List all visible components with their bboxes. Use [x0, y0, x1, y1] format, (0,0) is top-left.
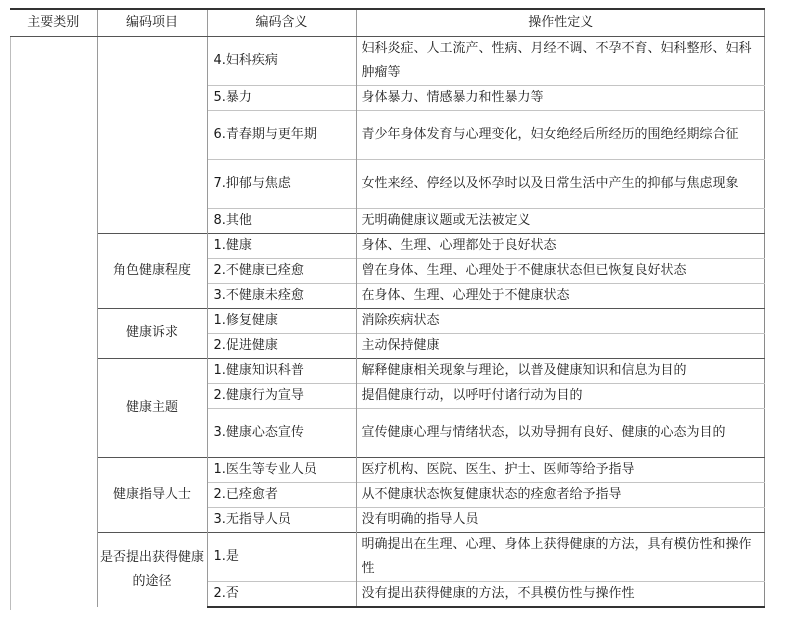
operational-definition-cell: 身体暴力、情感暴力和性暴力等 — [356, 85, 765, 110]
operational-definition-cell: 宣传健康心理与情绪状态，以劝导拥有良好、健康的心态为目的 — [356, 408, 765, 457]
coding-scheme-table — [10, 8, 765, 608]
coding-meaning-cell: 3.无指导人员 — [207, 507, 356, 532]
operational-definition-cell: 提倡健康行动，以呼吁付诸行动为目的 — [356, 383, 765, 408]
operational-definition-cell: 青少年身体发育与心理变化，妇女绝经后所经历的围绝经期综合征 — [356, 110, 765, 159]
coding-meaning-cell: 1.健康 — [207, 233, 356, 258]
operational-definition-cell: 没有明确的指导人员 — [356, 507, 765, 532]
operational-definition-cell: 消除疾病状态 — [356, 308, 765, 333]
coding-meaning-cell: 2.健康行为宣导 — [207, 383, 356, 408]
table-row — [10, 36, 765, 85]
coding-meaning-cell: 2.促进健康 — [207, 333, 356, 358]
operational-definition-cell: 从不健康状态恢复健康状态的痊愈者给予指导 — [356, 482, 765, 507]
coding-meaning-cell: 6.青春期与更年期 — [207, 110, 356, 159]
coding-item-cell: 健康指导人士 — [97, 457, 207, 532]
coding-item-cell: 健康主题 — [97, 358, 207, 457]
table-body — [10, 36, 765, 607]
table-row — [10, 233, 765, 258]
table-row — [10, 308, 765, 333]
coding-item-cell: 是否提出获得健康的途径 — [97, 532, 207, 607]
coding-meaning-cell: 1.健康知识科普 — [207, 358, 356, 383]
operational-definition-cell: 妇科炎症、人工流产、性病、月经不调、不孕不育、妇科整形、妇科肿瘤等 — [361, 40, 752, 80]
table-row — [10, 532, 765, 581]
operational-definition-cell: 无明确健康议题或无法被定义 — [356, 208, 765, 233]
table-header-row — [10, 9, 765, 36]
table-row — [10, 358, 765, 383]
operational-definition-cell: 身体、生理、心理都处于良好状态 — [356, 233, 765, 258]
coding-meaning-cell: 1.是 — [207, 532, 356, 581]
operational-definition-cell: 曾在身体、生理、心理处于不健康状态但已恢复良好状态 — [356, 258, 765, 283]
coding-meaning-cell: 5.暴力 — [207, 85, 356, 110]
coding-meaning-cell: 2.否 — [207, 581, 356, 607]
operational-definition-cell: 女性来经、停经以及怀孕时以及日常生活中产生的抑郁与焦虑现象 — [356, 159, 765, 208]
operational-definition-cell: 主动保持健康 — [356, 333, 765, 358]
coding-meaning-cell: 3.不健康未痊愈 — [207, 283, 356, 308]
header-coding-item: 编码项目 — [97, 9, 207, 36]
operational-definition-cell: 没有提出获得健康的方法，不具模仿性与操作性 — [356, 581, 765, 607]
coding-meaning-cell: 2.不健康已痊愈 — [207, 258, 356, 283]
coding-meaning-cell: 3.健康心态宣传 — [207, 408, 356, 457]
header-operational-definition: 操作性定义 — [356, 9, 765, 36]
header-main-category: 主要类别 — [10, 9, 97, 36]
operational-definition-cell: 在身体、生理、心理处于不健康状态 — [356, 283, 765, 308]
coding-meaning-cell: 2.已痊愈者 — [207, 482, 356, 507]
coding-meaning-cell: 1.修复健康 — [207, 308, 356, 333]
main-category-cell — [10, 36, 97, 607]
coding-meaning-cell: 4.妇科疾病 — [207, 36, 356, 85]
operational-definition-cell: 明确提出在生理、心理、身体上获得健康的方法，具有模仿性和操作性 — [356, 532, 765, 581]
header-coding-meaning: 编码含义 — [207, 9, 356, 36]
coding-item-cell: 健康诉求 — [97, 308, 207, 358]
coding-item-cell — [97, 36, 207, 233]
operational-definition-cell: 医疗机构、医院、医生、护士、医师等给予指导 — [356, 457, 765, 482]
table-row — [10, 457, 765, 482]
coding-meaning-cell: 8.其他 — [207, 208, 356, 233]
operational-definition-cell: 解释健康相关现象与理论，以普及健康知识和信息为目的 — [356, 358, 765, 383]
coding-meaning-cell: 7.抑郁与焦虑 — [207, 159, 356, 208]
coding-item-cell: 角色健康程度 — [97, 233, 207, 308]
coding-meaning-cell: 1.医生等专业人员 — [207, 457, 356, 482]
